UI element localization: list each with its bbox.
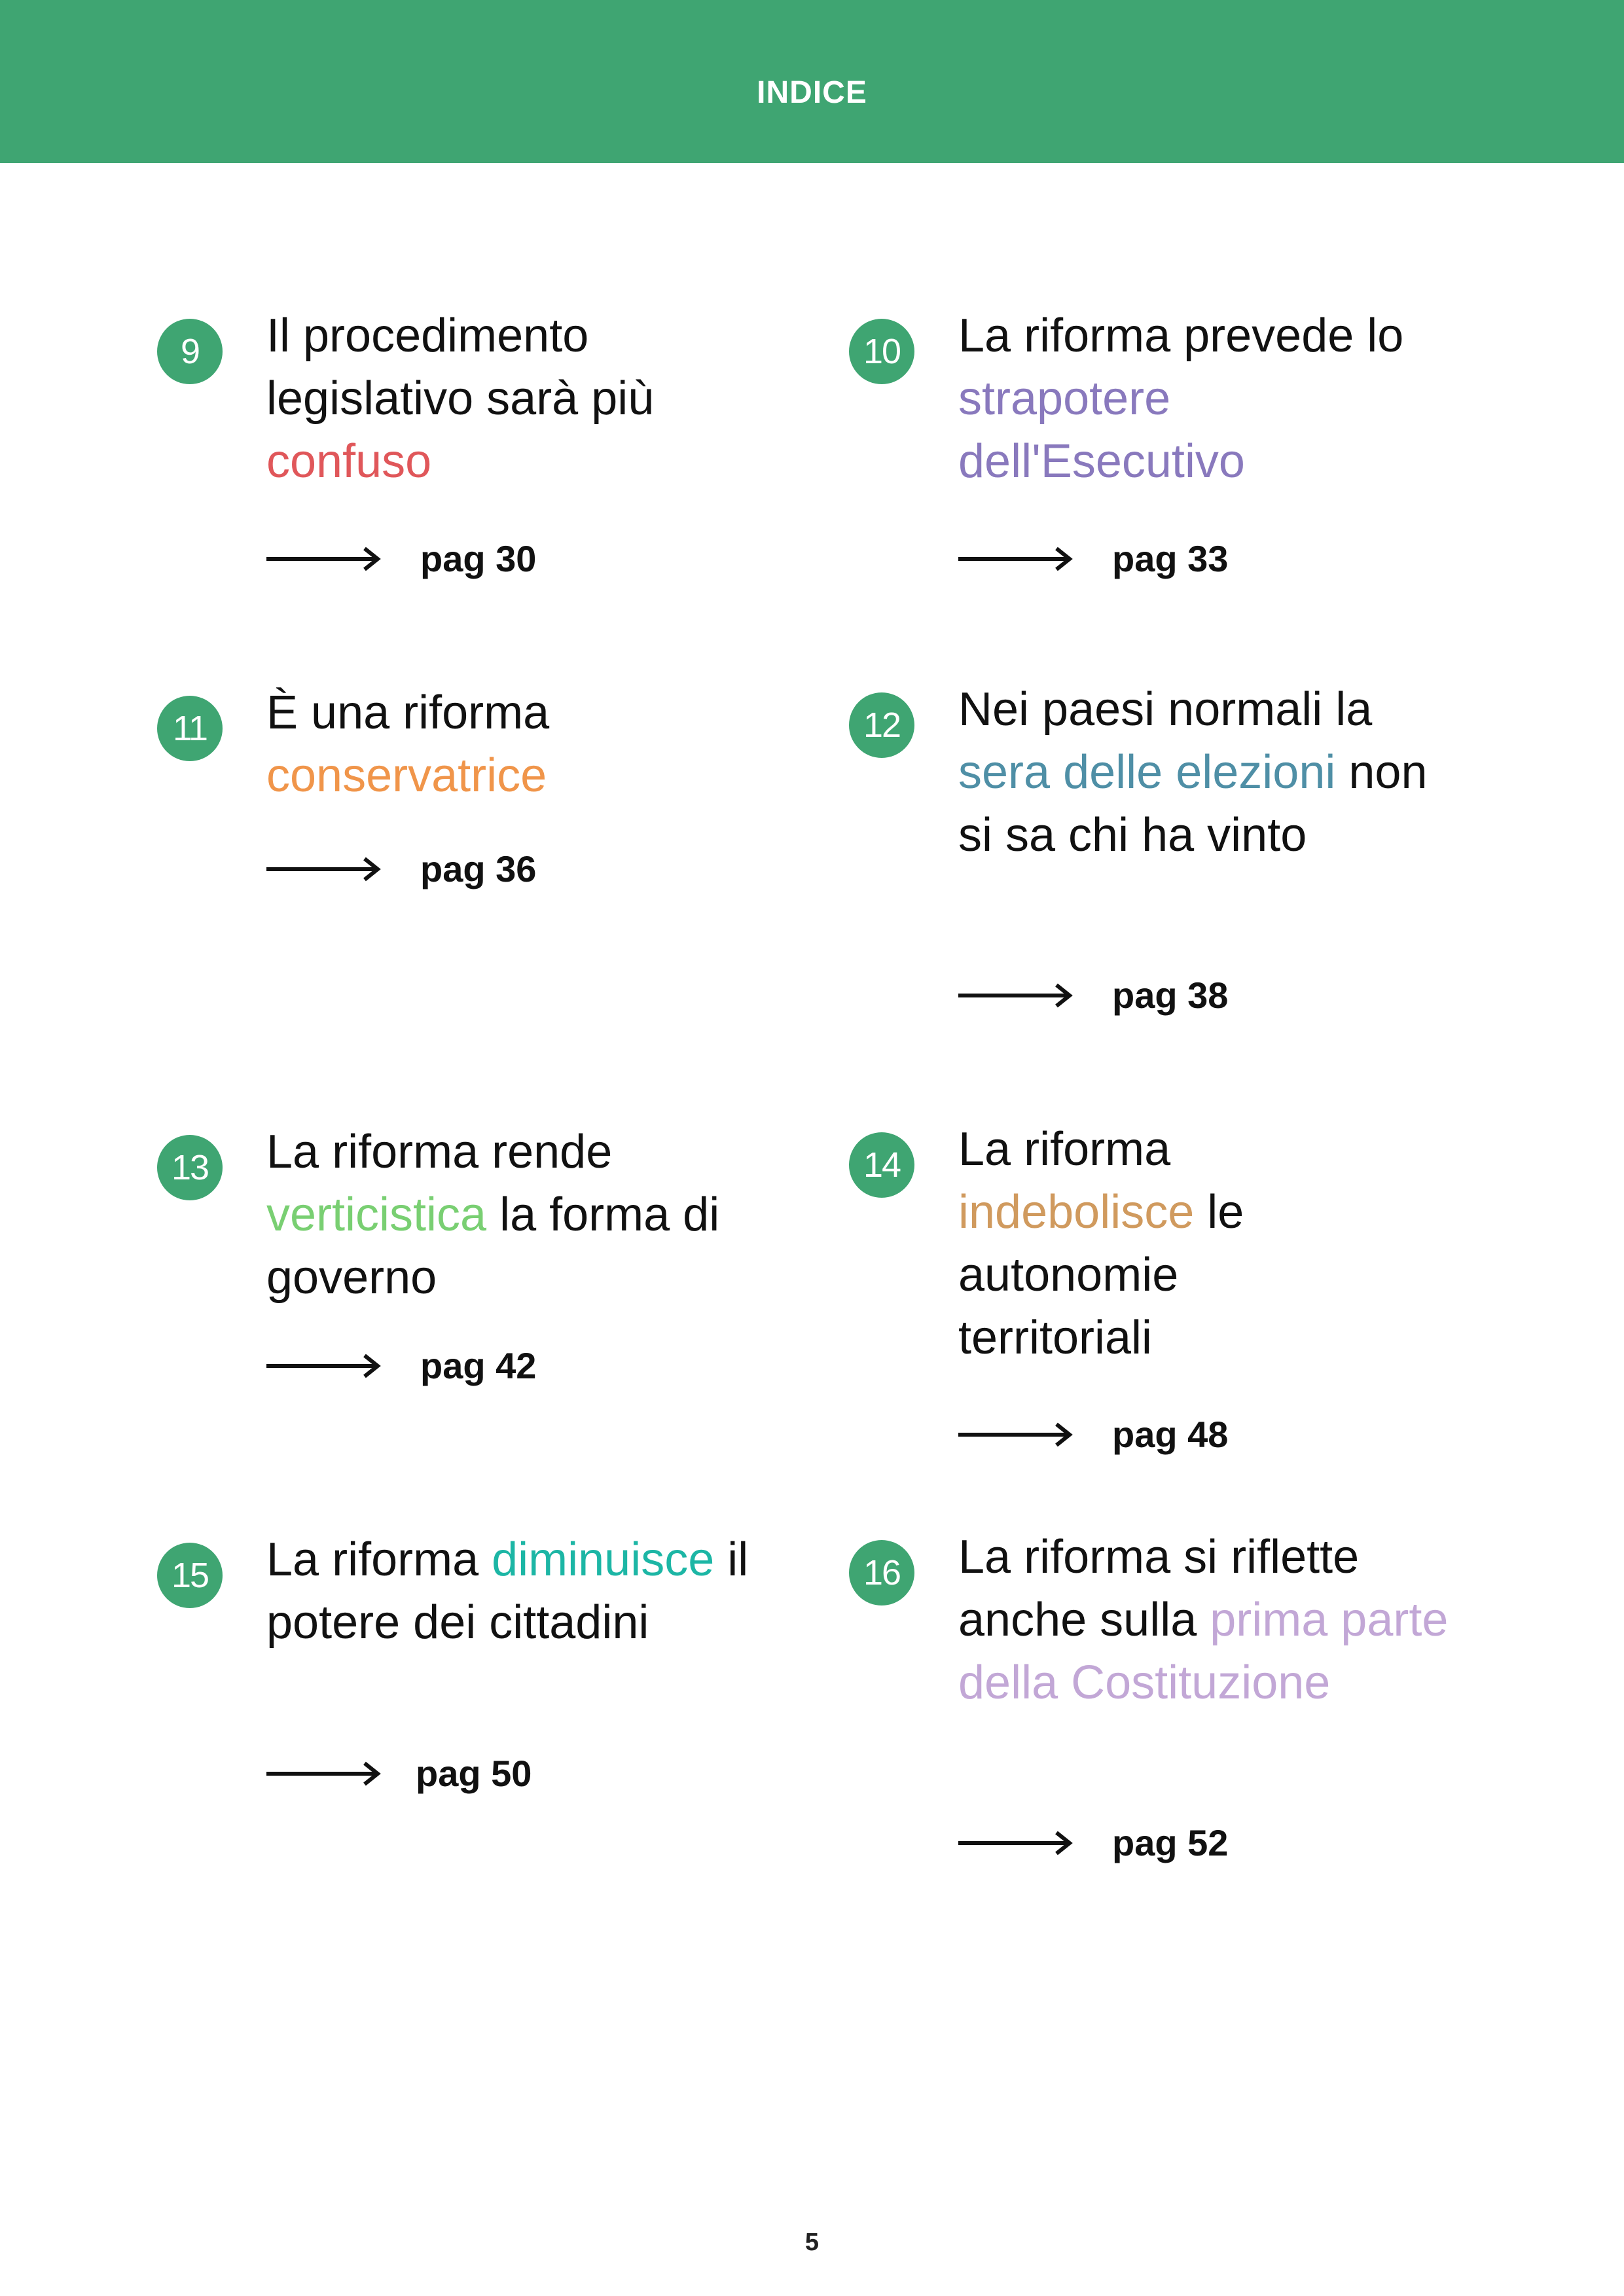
entry-title-text-after: le autonomie territoriali	[958, 1186, 1244, 1364]
entry-title-text: Il procedimento legislativo sarà più	[266, 310, 655, 425]
entry-title-text: È una riforma	[266, 687, 550, 739]
entry-number-badge: 9	[157, 319, 223, 384]
entry-title-highlight: indebolisce	[958, 1186, 1195, 1238]
page-reference[interactable]	[958, 1415, 1286, 1454]
page-number-label: pag 38	[1112, 975, 1229, 1016]
entry-title-highlight: prima parte della Costituzione	[958, 1594, 1449, 1709]
entry-title-text: La riforma	[958, 1123, 1171, 1175]
page-number-label: pag 42	[420, 1345, 537, 1386]
entry-title-text-after: il potere dei cittadini	[266, 1534, 749, 1649]
page-number-label: pag 30	[420, 538, 537, 579]
entry-title-text: Nei paesi normali la	[958, 683, 1373, 736]
long-right-arrow-icon	[266, 850, 381, 889]
entry-title-highlight: conservatrice	[266, 749, 547, 802]
entry-title[interactable]	[266, 304, 764, 493]
long-right-arrow-icon	[958, 976, 1073, 1015]
entry-number-badge: 12	[849, 692, 914, 758]
entry-title-highlight: confuso	[266, 435, 432, 488]
entry-title-text-after: non si sa chi ha vinto	[958, 746, 1428, 861]
entry-title-text: La riforma si riflette anche sulla	[958, 1531, 1360, 1646]
long-right-arrow-icon	[266, 1754, 381, 1793]
entry-title-text: La riforma	[266, 1534, 492, 1586]
page-reference[interactable]	[266, 539, 594, 579]
page-number-label: pag 33	[1112, 538, 1229, 579]
page-number-label: pag 48	[1112, 1414, 1229, 1455]
entry-number-badge: 16	[849, 1540, 914, 1605]
page-reference[interactable]	[266, 1346, 594, 1386]
entry-title-highlight: strapotere dell'Esecutivo	[958, 372, 1245, 488]
entry-number-badge: 13	[157, 1135, 223, 1200]
entry-title[interactable]	[958, 1526, 1456, 1714]
page-number-label: pag 50	[416, 1753, 532, 1794]
entry-number-badge: 15	[157, 1543, 223, 1608]
page-number-label: pag 36	[420, 848, 537, 889]
header-bar	[0, 0, 1624, 163]
entry-title[interactable]	[958, 678, 1456, 867]
entry-title[interactable]	[958, 304, 1443, 493]
page-reference[interactable]	[958, 539, 1286, 579]
entry-title-highlight: sera delle elezioni	[958, 746, 1336, 798]
long-right-arrow-icon	[266, 1346, 381, 1386]
page-reference[interactable]	[958, 976, 1286, 1015]
entry-title-highlight: diminuisce	[492, 1534, 715, 1586]
entry-title[interactable]	[266, 1528, 764, 1654]
page-reference[interactable]	[958, 1823, 1286, 1863]
entry-title-text: La riforma prevede lo	[958, 310, 1404, 362]
long-right-arrow-icon	[958, 1415, 1073, 1454]
entry-title[interactable]	[266, 681, 659, 807]
entry-title[interactable]	[266, 1121, 764, 1309]
page-reference[interactable]	[266, 1754, 594, 1793]
entry-title[interactable]	[958, 1118, 1325, 1369]
entry-title-text-after: la forma di governo	[266, 1189, 720, 1304]
long-right-arrow-icon	[958, 1823, 1073, 1863]
page-title: INDICE	[757, 75, 867, 110]
page-number-label: pag 52	[1112, 1822, 1229, 1863]
entry-number-badge: 11	[157, 696, 223, 761]
entry-number-badge: 10	[849, 319, 914, 384]
page-number: 5	[804, 2229, 820, 2256]
long-right-arrow-icon	[266, 539, 381, 579]
entry-number-badge: 14	[849, 1132, 914, 1198]
entry-title-highlight: verticistica	[266, 1189, 487, 1241]
page-reference[interactable]	[266, 850, 594, 889]
long-right-arrow-icon	[958, 539, 1073, 579]
entry-title-text: La riforma rende	[266, 1126, 613, 1178]
